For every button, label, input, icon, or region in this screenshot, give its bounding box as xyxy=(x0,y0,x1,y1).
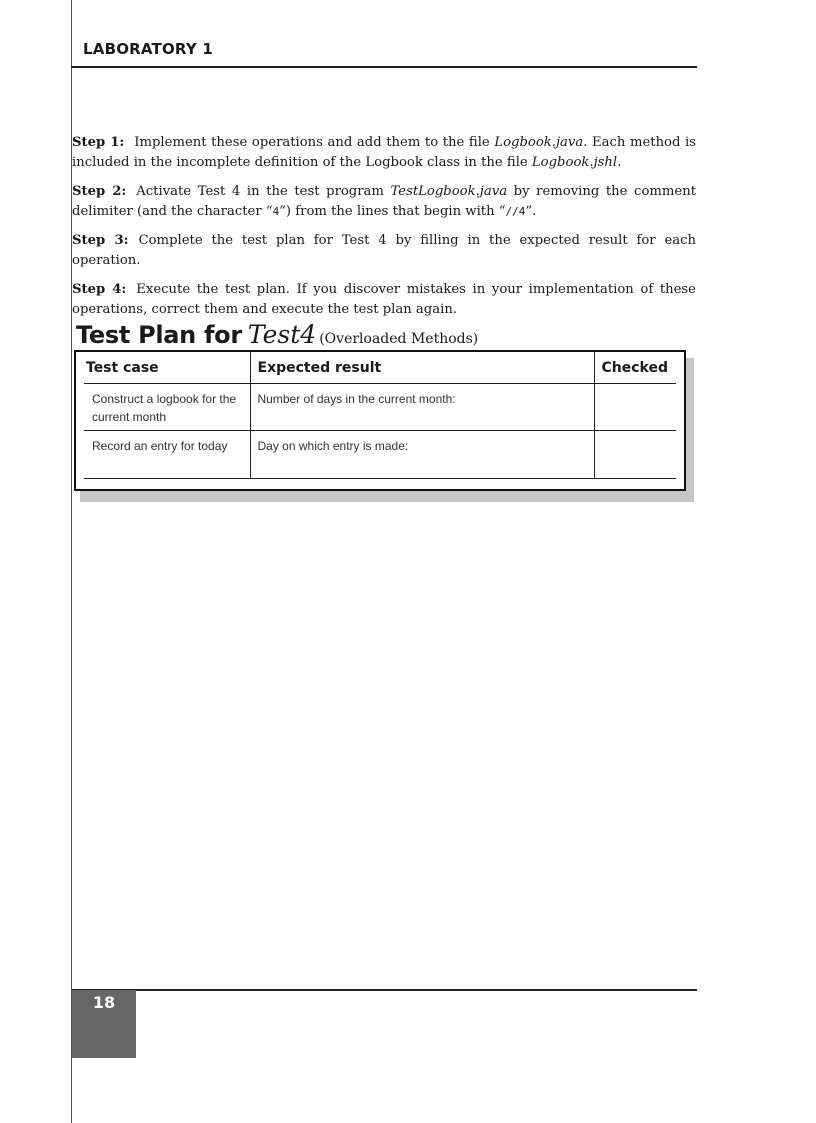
test-case-cell: Construct a logbook for the current month xyxy=(84,384,250,431)
header-rule xyxy=(71,66,697,68)
step-label: Step 3: xyxy=(72,233,129,248)
file-name: Logbook.jshl xyxy=(531,155,618,170)
running-header: LABORATORY 1 xyxy=(83,40,213,58)
test-plan-box xyxy=(74,350,686,491)
step-label: Step 1: xyxy=(72,135,125,150)
column-header-test-case: Test case xyxy=(84,352,250,384)
test-plan-table xyxy=(84,352,676,479)
step-3 xyxy=(72,231,696,271)
table-header-row xyxy=(84,352,676,384)
column-header-checked: Checked xyxy=(594,352,676,384)
step-1 xyxy=(72,133,696,173)
expected-result-cell: Day on which entry is made: xyxy=(250,431,594,479)
code-char: //4 xyxy=(505,205,526,218)
file-name: TestLogbook.java xyxy=(390,184,508,199)
test-plan-title xyxy=(76,320,478,349)
step-text: Activate Test 4 in the test program xyxy=(136,184,391,199)
steps-list xyxy=(72,133,696,329)
table-row xyxy=(84,431,676,479)
step-text: ”. xyxy=(525,204,537,219)
title-prefix: Test Plan for xyxy=(76,321,242,349)
step-text: Execute the test plan. If you discover mistakes in your implementation of these operations, correct them and execute the test plan again. xyxy=(72,282,696,317)
step-2 xyxy=(72,182,696,222)
expected-result-cell: Number of days in the current month: xyxy=(250,384,594,431)
file-name: Logbook.java xyxy=(494,135,584,150)
step-text: by removing the comment delimiter (and the character “ xyxy=(72,184,696,219)
step-label: Step 2: xyxy=(72,184,127,199)
step-text: Implement these operations and add them to the file xyxy=(134,135,495,150)
checked-cell xyxy=(594,431,676,479)
step-label: Step 4: xyxy=(72,282,127,297)
page-number: 18 xyxy=(92,993,116,1012)
code-char: 4 xyxy=(272,205,280,218)
title-suffix: (Overloaded Methods) xyxy=(319,331,479,347)
title-test-name: Test4 xyxy=(247,320,317,349)
test-case-cell: Record an entry for today xyxy=(84,431,250,479)
step-text: . Each method is included in the incomplete definition of the Logbook class in the file xyxy=(72,135,697,170)
checked-cell xyxy=(594,384,676,431)
table-row xyxy=(84,384,676,431)
column-header-expected-result: Expected result xyxy=(250,352,594,384)
step-text: ”) from the lines that begin with “ xyxy=(279,204,506,219)
footer-rule xyxy=(72,989,697,991)
step-4 xyxy=(72,280,696,320)
step-text: Complete the test plan for Test 4 by filling in the expected result for each operation. xyxy=(72,233,696,268)
step-text: . xyxy=(617,155,622,170)
